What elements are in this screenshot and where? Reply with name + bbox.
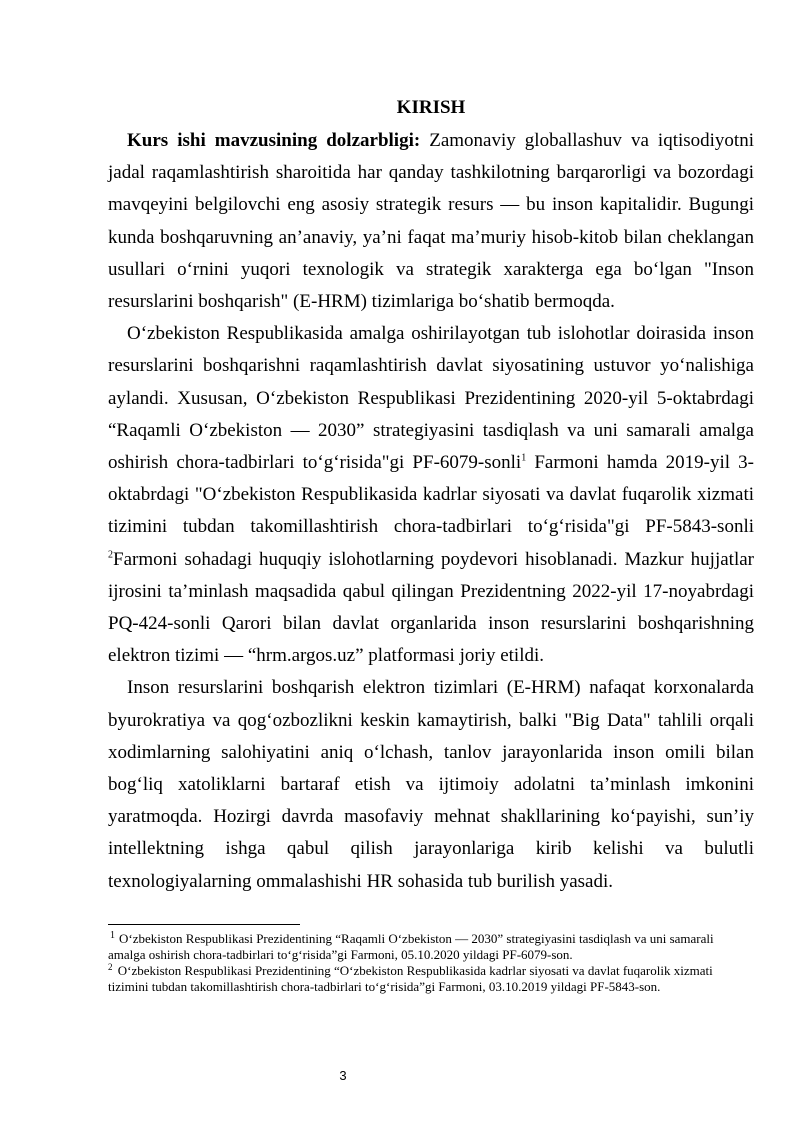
footnote-2 xyxy=(108,963,754,995)
paragraph-text-part: Farmoni sohadagi huquqiy islohotlarning poydevori hisoblanadi. Mazkur hujjatlar ijrosini ta’minlash maqsadida qabul qilingan Prezidentning 2022-yil 17-noyabrdagi PQ-424-sonli Qarori bilan davlat organlarida inson resurslarini boshqarishning elektron tizimi — “hrm.argos.uz” platformasi joriy etildi. xyxy=(108,548,754,667)
paragraph-ehrm xyxy=(108,672,754,897)
page-number: 3 xyxy=(339,1068,347,1083)
paragraph-text-part: Farmoni hamda 2019-yil 3-oktabrdagi "O‘zbekiston Respublikasida kadrlar siyosati va davlat fuqarolik xizmati tizimini tubdan takomillashtirish chora-tadbirlari to‘g‘risida"gi PF-5843-sonli xyxy=(108,452,755,538)
paragraph-legal-basis xyxy=(108,318,754,672)
footnote-text: O‘zbekiston Respublikasi Prezidentining “Raqamli O‘zbekiston — 2030” strategiyasini tasdiqlash va uni samarali amalga oshirish chora-tadbirlari to‘g‘risida”gi Farmoni, 05.10.2020 yildagi PF-6079-son. xyxy=(108,931,714,962)
paragraph-text: Inson resurslarini boshqarish elektron tizimlari (E-HRM) nafaqat korxonalarda byurokratiya va qog‘ozbozlikni keskin kamaytirish, balki "Big Data" tahlili orqali xodimlarning salohiyatini aniq o‘lchash, tanlov jarayonlarida inson omili bilan bog‘liq xatoliklarni bartaraf etish va ijtimoiy adolatni ta’minlash imkonini yaratmoqda. Hozirgi davrda masofaviy mehnat shakllarining ko‘payishi, sun’iy intellektning ishga qabul qilish jarayonlariga kirib kelishi va bulutli texnologiyalarning ommalashishi HR sohasida tub burilish yasadi. xyxy=(108,677,754,892)
footnote-1 xyxy=(108,931,754,963)
footnote-text: O‘zbekiston Respublikasi Prezidentining “O‘zbekiston Respublikasida kadrlar siyosati va davlat fuqarolik xizmati tizimini tubdan takomillashtirish chora-tadbirlari to‘g‘risida”gi Farmoni, 03.10.2019 yildagi PF-5843-son. xyxy=(108,963,713,994)
footnote-number: 1 xyxy=(110,929,115,941)
footnote-number: 2 xyxy=(108,961,113,972)
section-heading: KIRISH xyxy=(396,97,466,118)
footnotes xyxy=(108,931,754,995)
paragraph-text-part: O‘zbekiston Respublikasida amalga oshirilayotgan tub islohotlar doirasida inson resurslarini boshqarishni raqamlashtirish davlat siyosatining ustuvor yo‘nalishiga aylandi. Xususan, O‘zbekiston Respublikasi Prezidentining 2020-yil 5-oktabrdagi “Raqamli O‘zbekiston — 2030” strategiyasini tasdiqlash va uni samarali amalga oshirish chora-tadbirlari to‘g‘risida"gi PF-6079-sonli xyxy=(108,323,754,474)
paragraph-text: Zamonaviy globallashuv va iqtisodiyotni jadal raqamlashtirish sharoitida har qanday tashkilotning barqarorligi va bozordagi mavqeyini belgilovchi eng asosiy strategik resurs — bu inson kapitalidir. Bugungi kunda boshqaruvning an’anaviy, ya’ni faqat ma’muriy hisob-kitob bilan cheklangan usullari o‘rnini yuqori texnologik va strategik xarakterga ega bo‘lgan "Inson resurslarini boshqarish" (E-HRM) tizimlariga bo‘shatib bermoqda. xyxy=(108,130,754,313)
paragraph-lead: Kurs ishi mavzusining dolzarbligi: xyxy=(127,130,421,151)
body-text xyxy=(108,125,754,898)
paragraph-relevance xyxy=(108,125,754,318)
footnote-ref-2[interactable]: 2 xyxy=(108,549,113,561)
footnote-separator xyxy=(108,924,300,925)
footnote-ref-1[interactable]: 1 xyxy=(521,452,527,464)
